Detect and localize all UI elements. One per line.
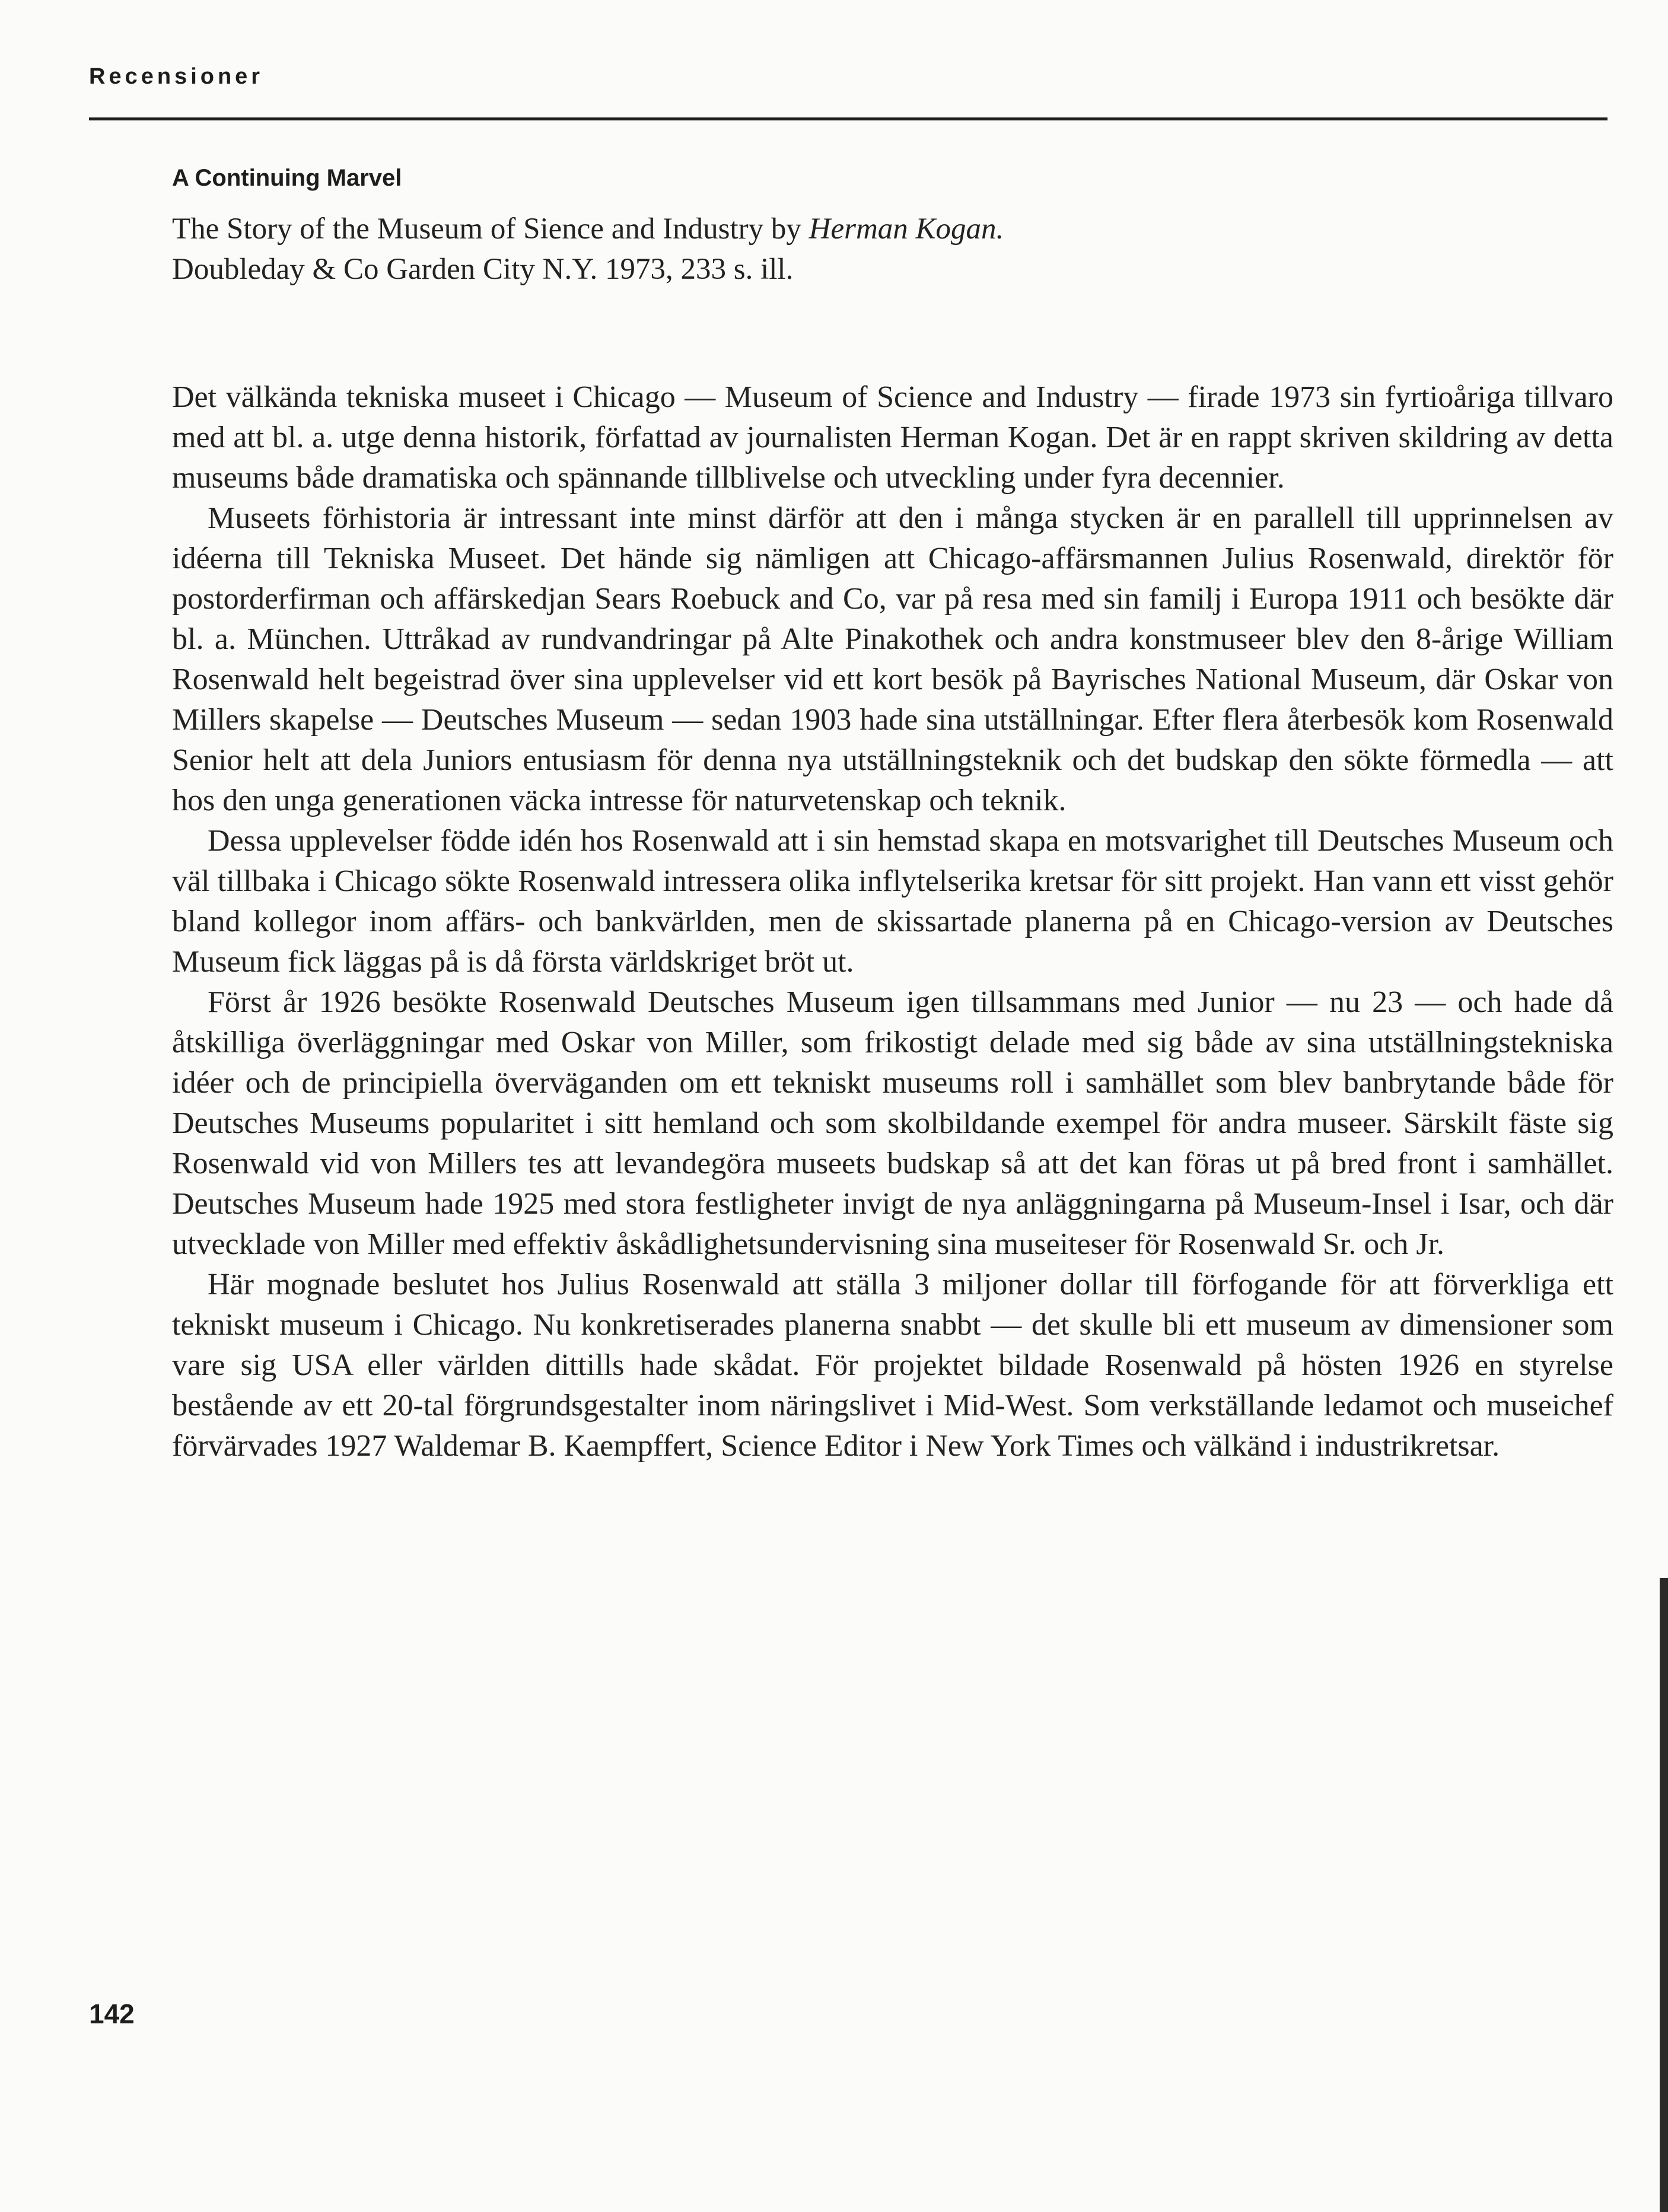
book-info-line-1 [172, 209, 1613, 249]
paragraph: Museets förhistoria är intressant inte minst därför att den i många stycken är en parallell till upprinnelsen av idéerna till Tekniska Museet. Det hände sig nämligen att Chicago-affärsmannen Julius Rosenwald, direktör för postorderfirman och affärskedjan Sears Roebuck and Co, var på resa med sin familj i Europa 1911 och besökte där bl. a. München. Uttråkad av rundvandringar på Alte Pinakothek och andra konstmuseer blev den 8-årige William Rosenwald helt begeistrad över sina upplevelser vid ett kort besök på Bayrisches National Museum, där Oskar von Millers skapelse — Deutsches Museum — sedan 1903 hade sina utställningar. Efter flera återbesök kom Rosenwald Senior helt att dela Juniors entusiasm för denna nya utställningsteknik och det budskap den sökte förmedla — att hos den unga generationen väcka intresse för naturvetenskap och teknik. [172, 501, 1613, 817]
paragraph: Här mognade beslutet hos Julius Rosenwald att ställa 3 miljoner dollar till förfogande för att förverkliga ett tekniskt museum i Chicago. Nu konkretiserades planerna snabbt — det skulle bli ett museum av dimensioner som vare sig USA eller världen dittills hade skådat. För projektet bildade Rosenwald på hösten 1926 en styrelse bestående av ett 20-tal förgrundsgestalter inom näringslivet i Mid-West. Som verkställande ledamot och museichef förvärvades 1927 Waldemar B. Kaempffert, Science Editor i New York Times och välkänd i industrikretsar. [172, 1268, 1613, 1463]
book-info-line-2: Doubleday & Co Garden City N.Y. 1973, 233 s. ill. [172, 253, 794, 286]
page-edge-mark [1660, 1578, 1668, 2212]
book-title-text: The Story of the Museum of Sience and Industry by [172, 212, 809, 246]
page-number: 142 [89, 1998, 135, 2029]
paragraph: Det välkända tekniska museet i Chicago — Museum of Science and Industry — firade 1973 sin fyrtioåriga tillvaro med att bl. a. utge denna historik, författad av journalisten Herman Kogan. Det är en rappt skriven skildring av detta museums både dramatiska och spännande tillblivelse och utveckling under fyra decennier. [172, 380, 1613, 495]
running-header: Recensioner [89, 64, 264, 89]
book-info [172, 209, 1613, 289]
paragraph: Dessa upplevelser födde idén hos Rosenwald att i sin hemstad skapa en motsvarighet till Deutsches Museum och väl tillbaka i Chicago sökte Rosenwald intressera olika inflytelserika kretsar för sitt projekt. Han vann ett visst gehör bland kollegor inom affärs- och bankvärlden, men de skissartade planerna på en Chicago-version av Deutsches Museum fick läggas på is då första världskriget bröt ut. [172, 824, 1613, 979]
header-rule [89, 117, 1607, 120]
review-title: A Continuing Marvel [172, 165, 402, 191]
book-author: Herman Kogan. [808, 212, 1004, 246]
review-body [172, 377, 1613, 1466]
paragraph: Först år 1926 besökte Rosenwald Deutsches Museum igen tillsammans med Junior — nu 23 — och hade då åtskilliga överläggningar med Oskar von Miller, som frikostigt delade med sig både av sina utställningstekniska idéer och de principiella överväganden om ett tekniskt museums roll i samhället som blev banbrytande både för Deutsches Museums popularitet i sitt hemland och som skolbildande exempel för andra museer. Särskilt fäste sig Rosenwald vid von Millers tes att levandegöra museets budskap så att det kan föras ut på bred front i samhället. Deutsches Museum hade 1925 med stora festligheter invigt de nya anläggningarna på Museum-Insel i Isar, och där utvecklade von Miller med effektiv åskådlighetsundervisning sina museiteser för Rosenwald Sr. och Jr. [172, 985, 1613, 1261]
